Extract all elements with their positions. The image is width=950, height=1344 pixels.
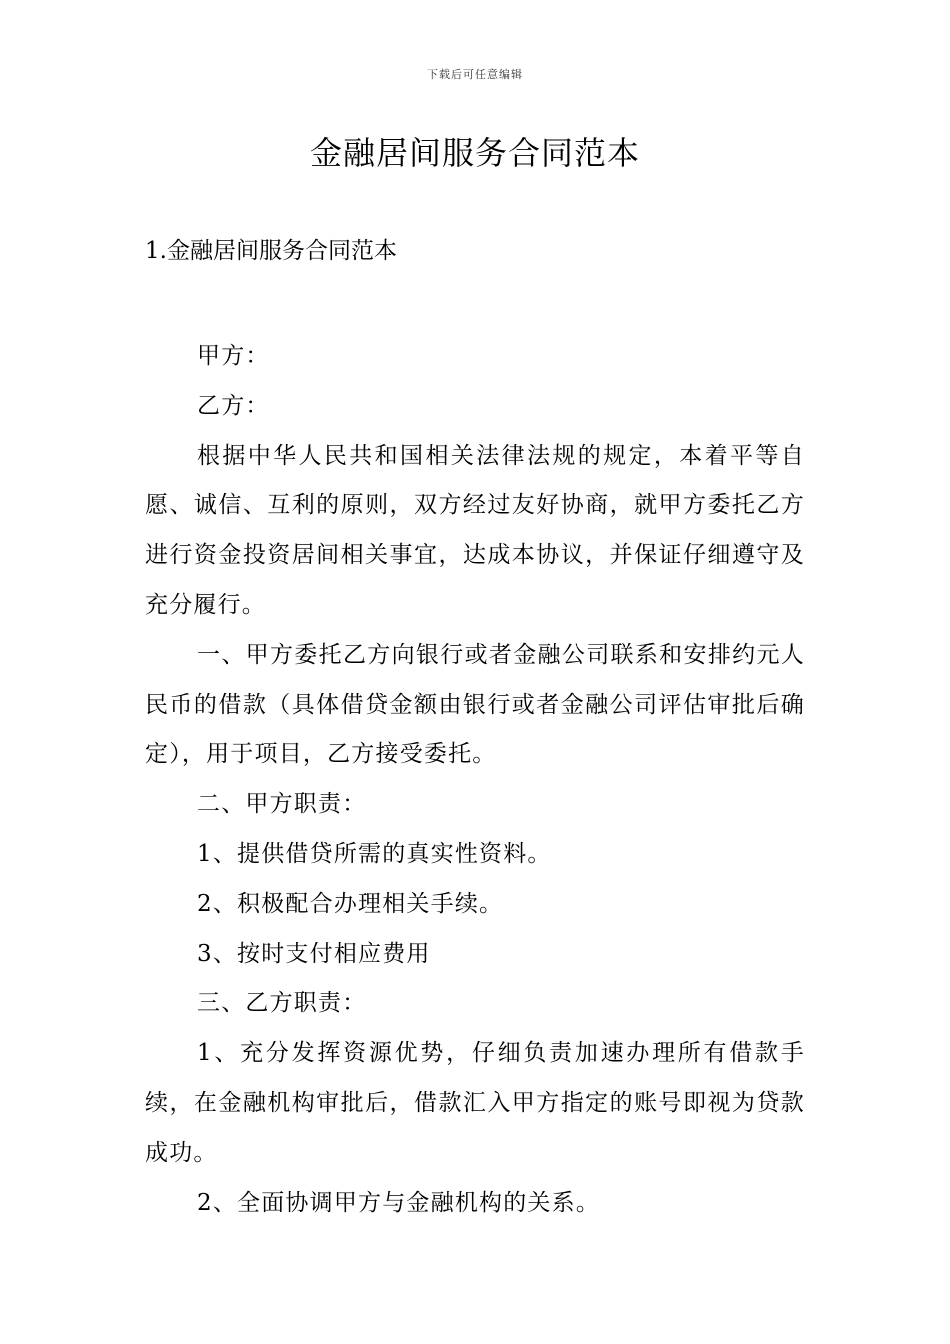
header-note: 下载后可任意编辑 xyxy=(427,68,523,81)
party-b-line: 乙方： xyxy=(197,392,270,419)
document-title: 金融居间服务合同范本 xyxy=(309,134,640,172)
preamble-paragraph: 根据中华人民共和国相关法律法规的规定，本着平等自愿、诚信、互利的原则，双方经过友好协商，就甲方委托乙方进行资金投资居间相关事宜，达成本协议，并保证仔细遵守及充分履行。 xyxy=(145,442,805,618)
party-b-duty-1: 1、充分发挥资源优势，仔细负责加速办理所有借款手续，在金融机构审批后，借款汇入甲方指定的账号即视为贷款成功。 xyxy=(145,1040,805,1166)
party-a-duty-2: 2、积极配合办理相关手续。 xyxy=(197,890,504,917)
party-b-duties-heading: 三、乙方职责： xyxy=(197,990,367,1017)
party-b-duty-2: 2、全面协调甲方与金融机构的关系。 xyxy=(197,1189,601,1216)
party-a-line: 甲方： xyxy=(197,343,270,369)
party-a-duty-1: 1、提供借贷所需的真实性资料。 xyxy=(197,840,552,867)
clause-one-paragraph: 一、甲方委托乙方向银行或者金融公司联系和安排约元人民币的借款（具体借贷金额由银行或者金融公司评估审批后确定），用于项目，乙方接受委托。 xyxy=(145,641,805,768)
section-heading: 1.金融居间服务合同范本 xyxy=(145,238,397,264)
party-a-duties-heading: 二、甲方职责： xyxy=(197,791,367,818)
party-a-duty-3: 3、按时支付相应费用 xyxy=(197,940,431,967)
contract-body xyxy=(145,332,805,1228)
